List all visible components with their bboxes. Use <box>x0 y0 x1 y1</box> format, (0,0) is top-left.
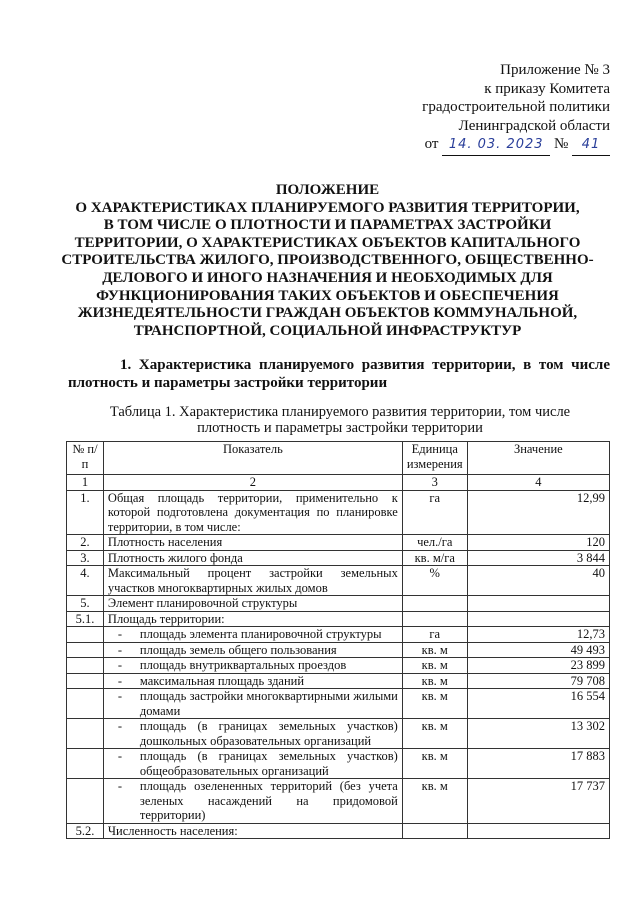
row-indicator: Элемент планировочной структуры <box>103 596 402 612</box>
header-indicator: Показатель <box>103 442 402 475</box>
dash-marker: - <box>117 749 123 763</box>
section-heading-line: плотность и параметры застройки территории <box>68 375 388 391</box>
section-heading-line: 1. Характеристика планируемого развития территории, в том числе <box>120 357 610 373</box>
row-unit: га <box>402 490 467 535</box>
title-line: О ХАРАКТЕРИСТИКАХ ПЛАНИРУЕМОГО РАЗВИТИЯ ТЕРРИТОРИИ, <box>75 199 580 216</box>
row-num: 3. <box>67 550 104 566</box>
row-num <box>67 749 104 779</box>
title-line: ДЕЛОВОГО И ИНОГО НАЗНАЧЕНИЯ И НЕОБХОДИМЫХ ДЛЯ <box>102 269 553 286</box>
row-indicator: Площадь территории: <box>103 611 402 627</box>
row-indicator <box>103 627 402 643</box>
row-indicator: Максимальный процент застройки земельных участков многоквартирных жилых домов <box>103 566 402 596</box>
row-value: 120 <box>467 535 609 551</box>
row-num <box>67 779 104 824</box>
caption-line: плотность и параметры застройки территории <box>197 420 483 436</box>
row-unit <box>402 611 467 627</box>
row-num: 1. <box>67 490 104 535</box>
table-row <box>67 689 610 719</box>
header-num: № п/п <box>67 442 104 475</box>
annex-line: градостроительной политики <box>422 99 610 115</box>
indicator-text: площадь (в границах земельных участков) общеобразовательных организаций <box>139 749 398 778</box>
row-indicator <box>103 779 402 824</box>
row-value: 13 302 <box>467 719 609 749</box>
row-unit: кв. м <box>402 689 467 719</box>
row-indicator: Численность населения: <box>103 823 402 839</box>
indicator-text: максимальная площадь зданий <box>139 673 305 688</box>
table-row <box>67 749 610 779</box>
row-indicator <box>103 642 402 658</box>
header-unit: Единица измерения <box>402 442 467 475</box>
indicator-text: площадь земель общего пользования <box>139 642 337 657</box>
row-num <box>67 627 104 643</box>
row-value: 3 844 <box>467 550 609 566</box>
row-num <box>67 689 104 719</box>
header-value: Значение <box>467 442 609 475</box>
number-prefix: № <box>553 136 569 152</box>
annex-header <box>422 61 610 156</box>
row-value: 12,73 <box>467 627 609 643</box>
dash-marker: - <box>117 689 123 703</box>
row-unit: кв. м <box>402 749 467 779</box>
row-unit <box>402 596 467 612</box>
table-row <box>67 596 610 612</box>
table-row <box>67 658 610 674</box>
row-num: 4. <box>67 566 104 596</box>
table-row <box>67 627 610 643</box>
row-value: 40 <box>467 566 609 596</box>
annex-date-line <box>422 135 610 156</box>
row-num: 5.1. <box>67 611 104 627</box>
column-number: 3 <box>402 475 467 491</box>
row-num <box>67 658 104 674</box>
indicator-text: площадь (в границах земельных участков) дошкольных образовательных организаций <box>139 719 398 748</box>
handwritten-number: 41 <box>572 136 610 156</box>
table-row <box>67 719 610 749</box>
row-indicator: Общая площадь территории, применительно к которой подготовлена документация по планировке территории, в том числе: <box>103 490 402 535</box>
row-value: 49 493 <box>467 642 609 658</box>
indicator-text: площадь застройки многоквартирными жилыми домами <box>139 689 398 718</box>
row-unit: кв. м <box>402 779 467 824</box>
row-value: 23 899 <box>467 658 609 674</box>
indicator-text: площадь элемента планировочной структуры <box>139 627 382 641</box>
row-value: 79 708 <box>467 673 609 689</box>
title-line: СТРОИТЕЛЬСТВА ЖИЛОГО, ПРОИЗВОДСТВЕННОГО, ОБЩЕСТВЕННО- <box>61 252 594 269</box>
row-unit: кв. м <box>402 719 467 749</box>
dash-marker: - <box>117 779 123 793</box>
dash-marker: - <box>117 673 123 688</box>
row-unit: га <box>402 627 467 643</box>
table-row <box>67 642 610 658</box>
table-row <box>67 566 610 596</box>
row-unit: кв. м/га <box>402 550 467 566</box>
title-line: ФУНКЦИОНИРОВАНИЯ ТАКИХ ОБЪЕКТОВ И ОБЕСПЕЧЕНИЯ <box>96 287 559 304</box>
table-row <box>67 779 610 824</box>
row-indicator: Плотность населения <box>103 535 402 551</box>
column-number: 1 <box>67 475 104 491</box>
indicator-text: площадь озелененных территорий (без учета зеленых насаждений на придомовой территории) <box>139 779 398 822</box>
row-num: 5.2. <box>67 823 104 839</box>
row-num <box>67 642 104 658</box>
column-number: 2 <box>103 475 402 491</box>
table-header-row <box>67 442 610 475</box>
dash-marker: - <box>117 642 123 657</box>
row-indicator <box>103 658 402 674</box>
title-line: ТЕРРИТОРИИ, О ХАРАКТЕРИСТИКАХ ОБЪЕКТОВ КАПИТАЛЬНОГО <box>74 234 581 251</box>
dash-marker: - <box>117 658 123 672</box>
characteristics-table <box>66 441 610 839</box>
handwritten-date: 14. 03. 2023 <box>442 136 550 156</box>
row-num: 2. <box>67 535 104 551</box>
row-indicator <box>103 719 402 749</box>
annex-line: Ленинградской области <box>458 117 610 134</box>
row-indicator: Плотность жилого фонда <box>103 550 402 566</box>
row-indicator <box>103 689 402 719</box>
row-value <box>467 823 609 839</box>
row-indicator <box>103 673 402 689</box>
annex-line: Приложение № 3 <box>500 62 610 78</box>
row-indicator <box>103 749 402 779</box>
row-num <box>67 673 104 689</box>
row-value <box>467 611 609 627</box>
row-num <box>67 719 104 749</box>
row-value: 17 883 <box>467 749 609 779</box>
table-row <box>67 823 610 839</box>
table-row <box>67 550 610 566</box>
row-unit: кв. м <box>402 673 467 689</box>
table-row <box>67 673 610 689</box>
dash-marker: - <box>117 719 123 733</box>
row-value <box>467 596 609 612</box>
row-unit: кв. м <box>402 642 467 658</box>
date-prefix: от <box>424 136 439 152</box>
row-unit: % <box>402 566 467 596</box>
row-unit: чел./га <box>402 535 467 551</box>
title-line: ТРАНСПОРТНОЙ, СОЦИАЛЬНОЙ ИНФРАСТРУКТУР <box>133 322 522 339</box>
column-number-row <box>67 475 610 491</box>
table-row <box>67 611 610 627</box>
title-line: В ТОМ ЧИСЛЕ О ПЛОТНОСТИ И ПАРАМЕТРАХ ЗАСТРОЙКИ <box>103 217 552 234</box>
row-unit: кв. м <box>402 658 467 674</box>
table-caption <box>100 404 580 436</box>
row-unit <box>402 823 467 839</box>
section-heading <box>68 356 610 392</box>
indicator-text: площадь внутриквартальных проездов <box>139 658 347 672</box>
row-value: 12,99 <box>467 490 609 535</box>
table-row <box>67 535 610 551</box>
row-value: 17 737 <box>467 779 609 824</box>
column-number: 4 <box>467 475 609 491</box>
row-value: 16 554 <box>467 689 609 719</box>
table-row <box>67 490 610 535</box>
dash-marker: - <box>117 627 123 641</box>
title-line: ЖИЗНЕДЕЯТЕЛЬНОСТИ ГРАЖДАН ОБЪЕКТОВ КОММУНАЛЬНОЙ, <box>77 305 578 322</box>
row-num: 5. <box>67 596 104 612</box>
document-title <box>40 182 615 340</box>
caption-line: Таблица 1. Характеристика планируемого развития территории, том числе <box>109 404 571 420</box>
annex-line: к приказу Комитета <box>484 80 610 97</box>
title-line: ПОЛОЖЕНИЕ <box>275 182 380 198</box>
